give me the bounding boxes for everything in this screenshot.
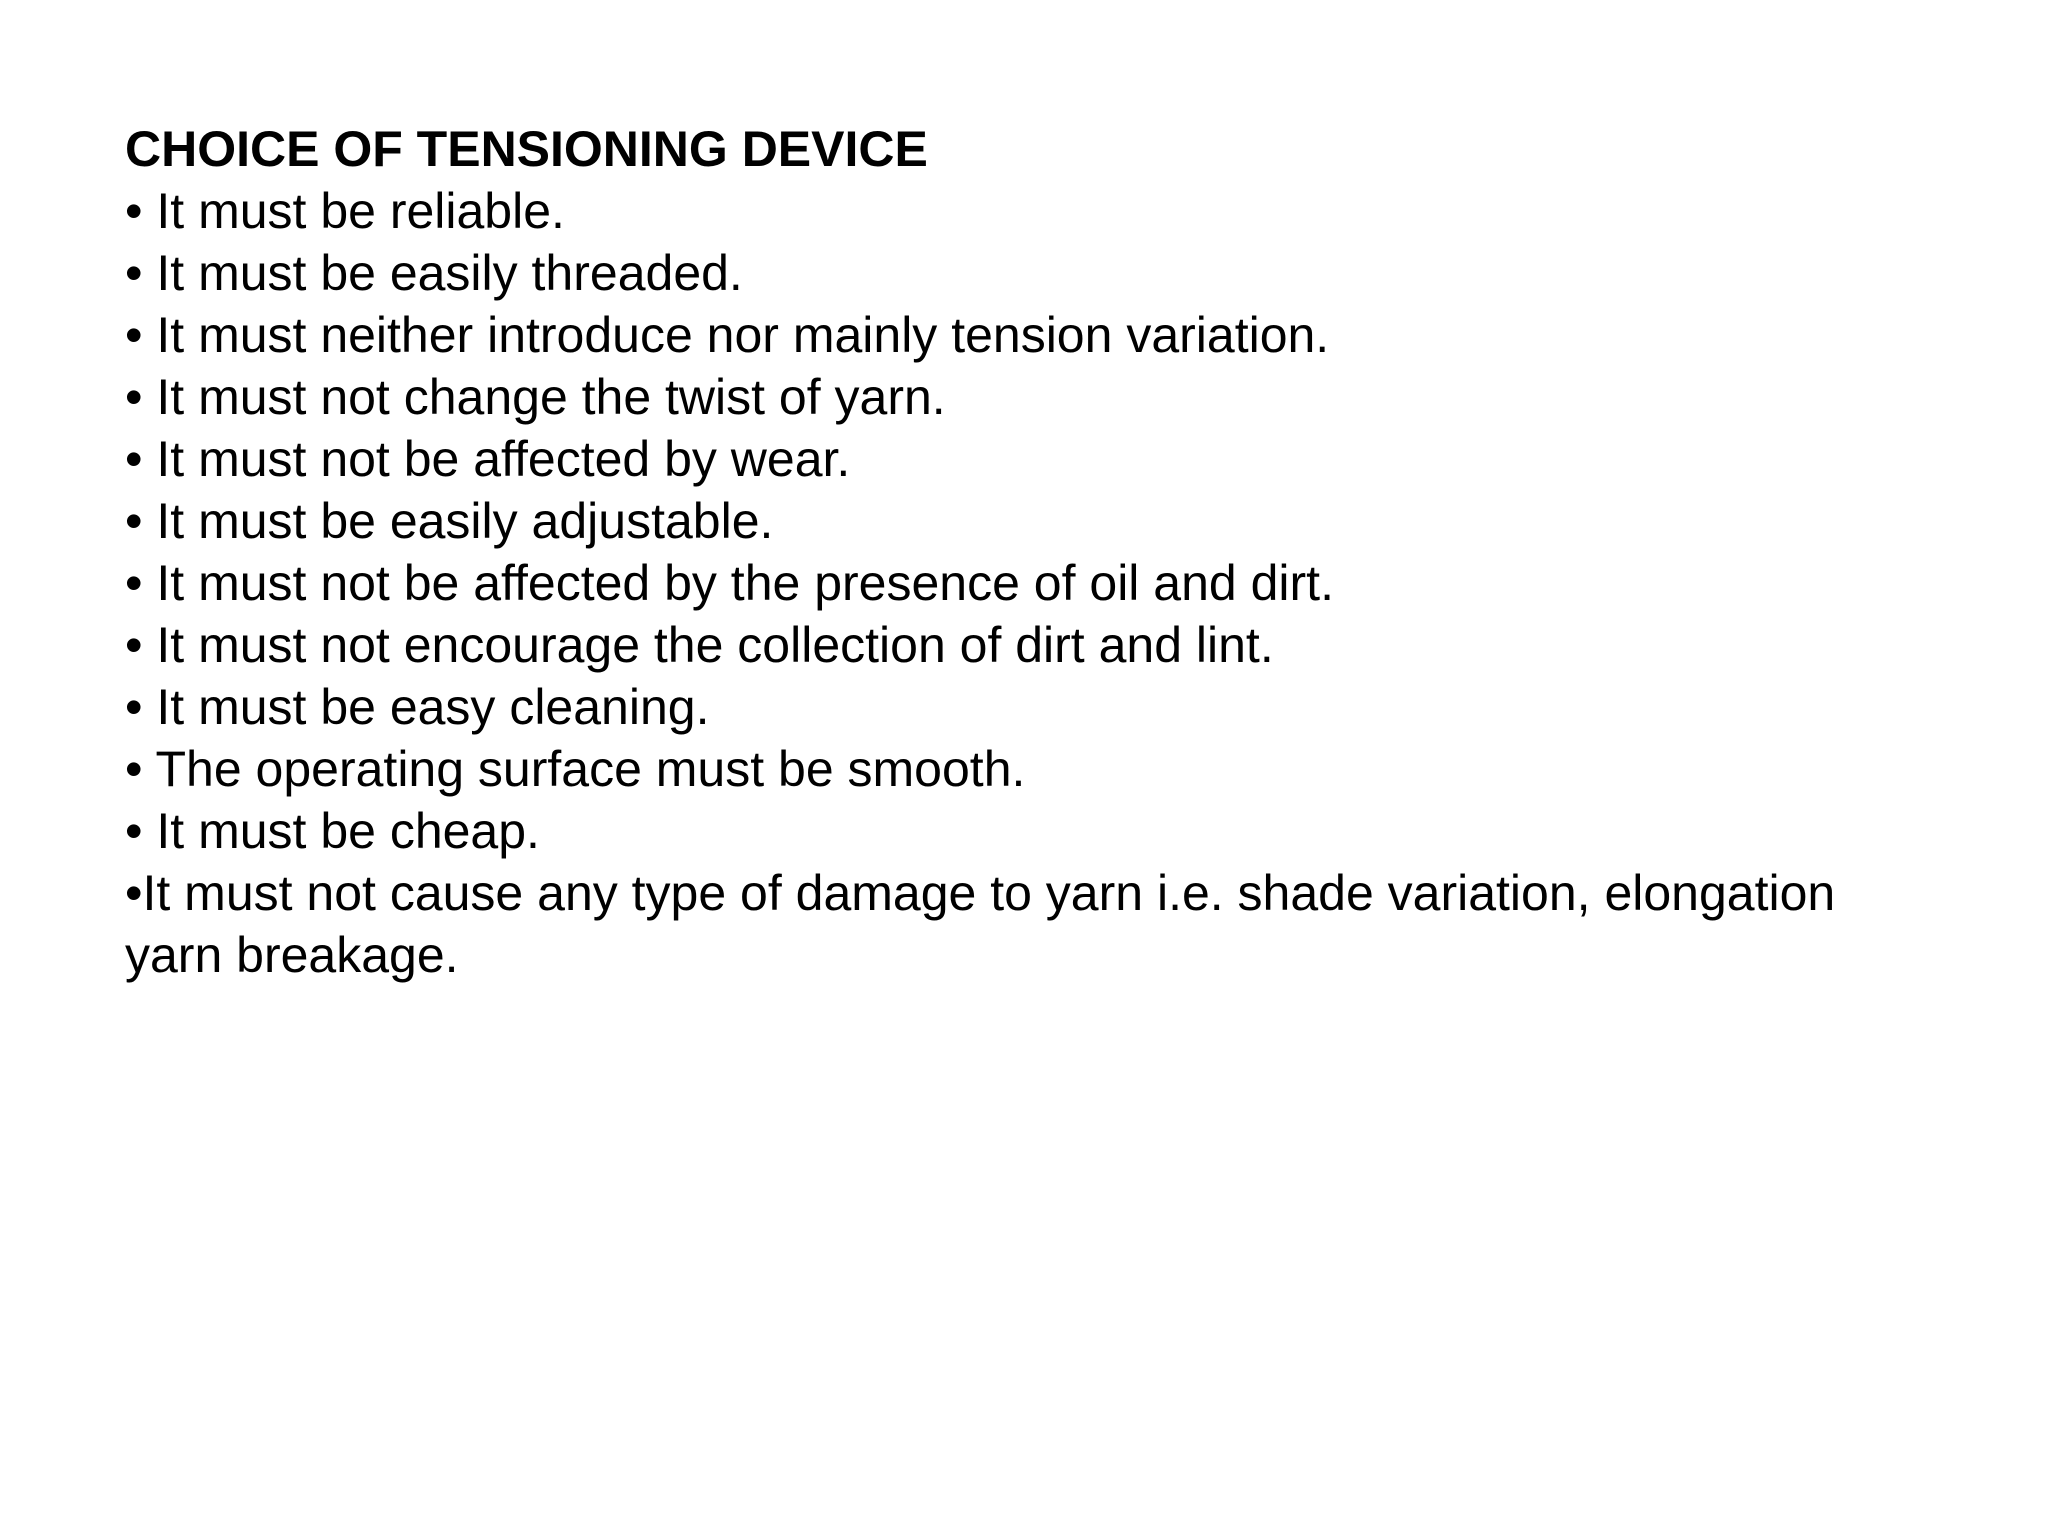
bullet-item-adjustable: • It must be easily adjustable.	[125, 493, 774, 549]
bullet-item-oil-dirt: • It must not be affected by the presence of oil and dirt.	[125, 555, 1334, 611]
bullet-list	[125, 180, 1985, 986]
slide-content	[125, 118, 1985, 986]
slide-heading: CHOICE OF TENSIONING DEVICE	[125, 121, 928, 177]
bullet-item-no-damage: •It must not cause any type of damage to yarn i.e. shade variation, elongation yarn breakage.	[125, 865, 1836, 983]
bullet-item-lint: • It must not encourage the collection of dirt and lint.	[125, 617, 1274, 673]
bullet-item-reliable: • It must be reliable.	[125, 183, 565, 239]
bullet-item-smooth-surface: • The operating surface must be smooth.	[125, 741, 1026, 797]
bullet-item-tension-variation: • It must neither introduce nor mainly tension variation.	[125, 307, 1330, 363]
bullet-item-cleaning: • It must be easy cleaning.	[125, 679, 710, 735]
bullet-item-twist: • It must not change the twist of yarn.	[125, 369, 946, 425]
bullet-item-wear: • It must not be affected by wear.	[125, 431, 851, 487]
bullet-item-cheap: • It must be cheap.	[125, 803, 540, 859]
bullet-item-easily-threaded: • It must be easily threaded.	[125, 245, 743, 301]
